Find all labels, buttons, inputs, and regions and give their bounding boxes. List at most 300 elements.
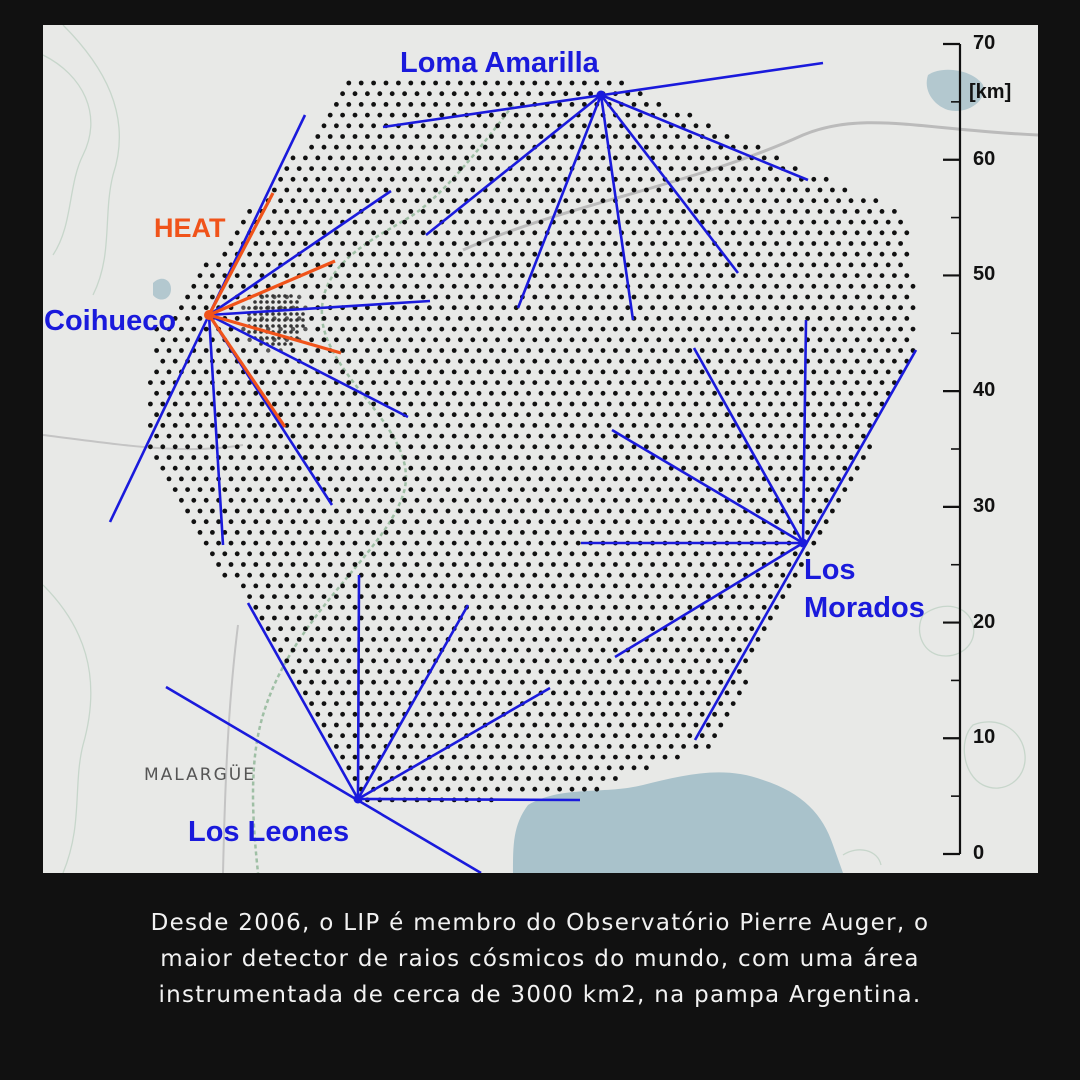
detector-dot [508,680,513,685]
detector-dot [458,444,463,449]
detector-dot [198,402,203,407]
detector-dot [756,295,761,300]
detector-dot [371,509,376,514]
detector-dot [780,316,785,321]
detector-dot [247,359,252,364]
detector-dot [421,509,426,514]
detector-dot [433,81,438,86]
detector-dot [570,551,575,556]
detector-dot [675,733,680,738]
detector-dot [508,337,513,342]
detector-dot [284,466,289,471]
detector-dot [582,701,587,706]
detector-dot [241,477,246,482]
detector-dot [266,455,271,460]
detector-dot [458,723,463,728]
detector-dot [427,455,432,460]
detector-dot [737,177,742,182]
detector-dot [663,434,668,439]
detector-dot [315,434,320,439]
detector-dot [731,359,736,364]
detector-dot [576,263,581,268]
detector-dot [805,209,810,214]
detector-dot [768,466,773,471]
detector-dot [718,723,723,728]
detector-dot [501,733,506,738]
detector-dot [489,712,494,717]
detector-dot [495,252,500,257]
detector-dot [607,337,612,342]
detector-dot [625,584,630,589]
detector-dot [644,402,649,407]
detector-dot [588,691,593,696]
detector-dot [265,294,269,298]
detector-dot [663,691,668,696]
detector-dot [272,487,277,492]
detector-dot [756,616,761,621]
detector-dot [625,733,630,738]
detector-dot [625,455,630,460]
detector-dot [470,658,475,663]
detector-dot [762,626,767,631]
detector-dot [694,402,699,407]
detector-dot [297,594,302,599]
detector-dot [198,530,203,535]
detector-dot [694,744,699,749]
detector-dot [514,156,519,161]
detector-dot [402,498,407,503]
detector-dot [725,263,730,268]
detector-dot [725,177,730,182]
detector-dot [663,220,668,225]
detector-dot [805,466,810,471]
detector-dot [353,562,358,567]
detector-dot [520,616,525,621]
detector-dot [371,380,376,385]
detector-dot [638,519,643,524]
detector-dot [632,402,637,407]
detector-dot [650,177,655,182]
detector-dot [799,241,804,246]
detector-dot [433,509,438,514]
detector-dot [309,295,314,300]
detector-dot [390,177,395,182]
detector-dot [470,402,475,407]
fov-boundary-coihueco [110,315,209,522]
detector-dot [253,300,257,304]
detector-dot [216,370,221,375]
detector-dot [278,241,283,246]
detector-dot [638,327,643,332]
detector-dot [570,680,575,685]
detector-dot [179,455,184,460]
detector-dot [594,637,599,642]
detector-dot [588,156,593,161]
detector-dot [235,573,240,578]
detector-dot [291,648,296,653]
detector-dot [470,123,475,128]
detector-dot [613,156,618,161]
detector-dot [283,312,287,316]
detector-dot [818,359,823,364]
detector-dot [495,551,500,556]
detector-dot [632,551,637,556]
detector-dot [291,370,296,375]
detector-dot [520,637,525,642]
detector-dot [669,273,674,278]
detector-dot [762,156,767,161]
detector-dot [582,230,587,235]
detector-dot [650,584,655,589]
detector-dot [173,359,178,364]
detector-dot [408,423,413,428]
detector-dot [718,466,723,471]
detector-dot [613,776,618,781]
detector-dot [315,605,320,610]
detector-dot [241,348,246,353]
detector-dot [873,370,878,375]
detector-dot [594,701,599,706]
detector-dot [377,348,382,353]
detector-dot [452,412,457,417]
detector-dot [551,712,556,717]
detector-dot [340,263,345,268]
detector-dot [911,327,916,332]
detector-dot [632,530,637,535]
detector-dot [570,123,575,128]
detector-dot [514,498,519,503]
detector-dot [873,198,878,203]
detector-dot [446,616,451,621]
detector-dot [681,723,686,728]
detector-dot [718,551,723,556]
detector-dot [508,273,513,278]
detector-dot [687,412,692,417]
detector-dot [700,434,705,439]
detector-dot [421,530,426,535]
detector-dot [303,669,308,674]
detector-dot [830,188,835,193]
detector-dot [545,81,550,86]
detector-dot [824,455,829,460]
detector-dot [458,123,463,128]
detector-dot [283,294,287,298]
detector-dot [353,584,358,589]
detector-dot [526,391,531,396]
detector-dot [365,562,370,567]
detector-dot [334,316,339,321]
scale-tick-label: 20 [973,610,996,633]
detector-dot [421,230,426,235]
detector-dot [179,434,184,439]
detector-dot [204,434,209,439]
detector-dot [408,102,413,107]
detector-dot [514,605,519,610]
detector-dot [619,166,624,171]
detector-dot [346,723,351,728]
detector-dot [160,380,165,385]
detector-dot [675,220,680,225]
detector-dot [520,209,525,214]
detector-dot [359,273,364,278]
detector-dot [607,744,612,749]
scale-tick-label: 60 [973,147,996,170]
detector-dot [762,327,767,332]
detector-dot [340,327,345,332]
detector-dot [818,402,823,407]
detector-dot [289,318,293,322]
detector-dot [452,498,457,503]
detector-dot [390,712,395,717]
detector-dot [793,209,798,214]
detector-dot [222,466,227,471]
detector-dot [557,573,562,578]
detector-dot [303,626,308,631]
detector-dot [570,273,575,278]
detector-dot [439,412,444,417]
detector-dot [483,337,488,342]
detector-dot [198,359,203,364]
detector-dot [712,477,717,482]
detector-dot [613,370,618,375]
detector-dot [322,723,327,728]
detector-dot [452,455,457,460]
detector-dot [328,519,333,524]
detector-dot [309,444,314,449]
detector-dot [340,691,345,696]
detector-dot [191,455,196,460]
detector-dot [545,680,550,685]
detector-dot [377,434,382,439]
detector-dot [384,765,389,770]
detector-dot [520,123,525,128]
detector-dot [446,402,451,407]
detector-dot [570,466,575,471]
detector-dot [762,412,767,417]
lake-south [513,772,843,873]
detector-dot [675,691,680,696]
detector-dot [384,487,389,492]
detector-dot [718,509,723,514]
detector-dot [669,658,674,663]
detector-dot [185,487,190,492]
detector-dot [687,562,692,567]
detector-dot [570,701,575,706]
detector-dot [601,477,606,482]
detector-dot [148,423,153,428]
detector-dot [663,498,668,503]
detector-dot [557,787,562,792]
detector-dot [644,145,649,150]
detector-dot [514,284,519,289]
detector-dot [396,680,401,685]
detector-dot [384,273,389,278]
detector-dot [458,423,463,428]
detector-dot [539,263,544,268]
detector-dot [718,530,723,535]
detector-dot [619,509,624,514]
detector-dot [415,91,420,96]
detector-dot [470,744,475,749]
detector-dot [452,241,457,246]
detector-dot [563,156,568,161]
detector-dot [737,391,742,396]
detector-dot [824,263,829,268]
detector-dot [483,273,488,278]
detector-dot [477,156,482,161]
detector-dot [774,305,779,310]
detector-dot [756,359,761,364]
detector-dot [464,477,469,482]
detector-dot [644,230,649,235]
detector-dot [365,156,370,161]
detector-dot [650,605,655,610]
detector-dot [787,455,792,460]
detector-dot [619,765,624,770]
detector-dot [731,487,736,492]
detector-dot [551,455,556,460]
detector-dot [470,380,475,385]
detector-dot [167,370,172,375]
detector-dot [390,220,395,225]
detector-dot [390,691,395,696]
detector-dot [675,605,680,610]
detector-dot [284,230,289,235]
detector-dot [260,423,265,428]
detector-dot [861,348,866,353]
detector-dot [607,423,612,428]
detector-dot [470,637,475,642]
detector-dot [601,498,606,503]
detector-dot [365,691,370,696]
detector-dot [160,444,165,449]
detector-dot [694,273,699,278]
detector-dot [520,530,525,535]
detector-dot [514,370,519,375]
detector-dot [295,318,299,322]
detector-dot [477,626,482,631]
detector-dot [334,209,339,214]
detector-dot [725,712,730,717]
detector-dot [694,573,699,578]
detector-dot [638,498,643,503]
detector-dot [526,412,531,417]
detector-dot [681,680,686,685]
detector-dot [278,220,283,225]
detector-dot [520,337,525,342]
detector-dot [229,498,234,503]
detector-dot [427,198,432,203]
detector-dot [632,423,637,428]
detector-dot [526,134,531,139]
detector-dot [508,402,513,407]
detector-dot [582,166,587,171]
heat-marker [204,310,214,320]
detector-dot [427,584,432,589]
detector-dot [743,551,748,556]
detector-dot [495,359,500,364]
detector-dot [669,359,674,364]
detector-dot [295,300,299,304]
detector-dot [638,605,643,610]
detector-dot [216,562,221,567]
detector-dot [452,156,457,161]
detector-dot [756,316,761,321]
detector-dot [402,305,407,310]
detector-dot [384,616,389,621]
detector-dot [452,776,457,781]
detector-dot [309,145,314,150]
detector-dot [694,188,699,193]
detector-dot [532,337,537,342]
detector-dot [601,305,606,310]
detector-dot [495,487,500,492]
detector-dot [774,370,779,375]
detector-dot [625,669,630,674]
detector-dot [768,230,773,235]
detector-dot [346,166,351,171]
detector-dot [483,230,488,235]
detector-dot [570,102,575,107]
detector-dot [284,487,289,492]
detector-dot [458,230,463,235]
detector-dot [191,434,196,439]
contour [843,850,881,865]
detector-dot [619,273,624,278]
detector-dot [514,648,519,653]
detector-dot [886,220,891,225]
detector-dot [384,637,389,642]
detector-dot [545,273,550,278]
detector-dot [495,509,500,514]
detector-dot [359,337,364,342]
detector-dot [340,412,345,417]
detector-dot [681,295,686,300]
detector-dot [477,263,482,268]
detector-dot [495,316,500,321]
detector-dot [291,198,296,203]
detector-dot [563,198,568,203]
detector-dot [283,318,287,322]
detector-dot [526,648,531,653]
detector-dot [737,241,742,246]
detector-dot [731,316,736,321]
detector-dot [706,744,711,749]
detector-dot [303,412,308,417]
detector-dot [408,637,413,642]
detector-dot [663,605,668,610]
detector-dot [328,434,333,439]
detector-dot [408,402,413,407]
detector-dot [303,541,308,546]
detector-dot [452,434,457,439]
detector-dot [774,177,779,182]
detector-dot [334,466,339,471]
detector-dot [501,220,506,225]
detector-dot [309,316,314,321]
detector-dot [570,658,575,663]
detector-dot [514,541,519,546]
detector-dot [818,337,823,342]
detector-dot [346,123,351,128]
detector-dot [266,626,271,631]
detector-dot [545,723,550,728]
station-marker [354,795,363,804]
detector-dot [836,284,841,289]
detector-dot [700,519,705,524]
detector-dot [650,412,655,417]
detector-dot [656,594,661,599]
